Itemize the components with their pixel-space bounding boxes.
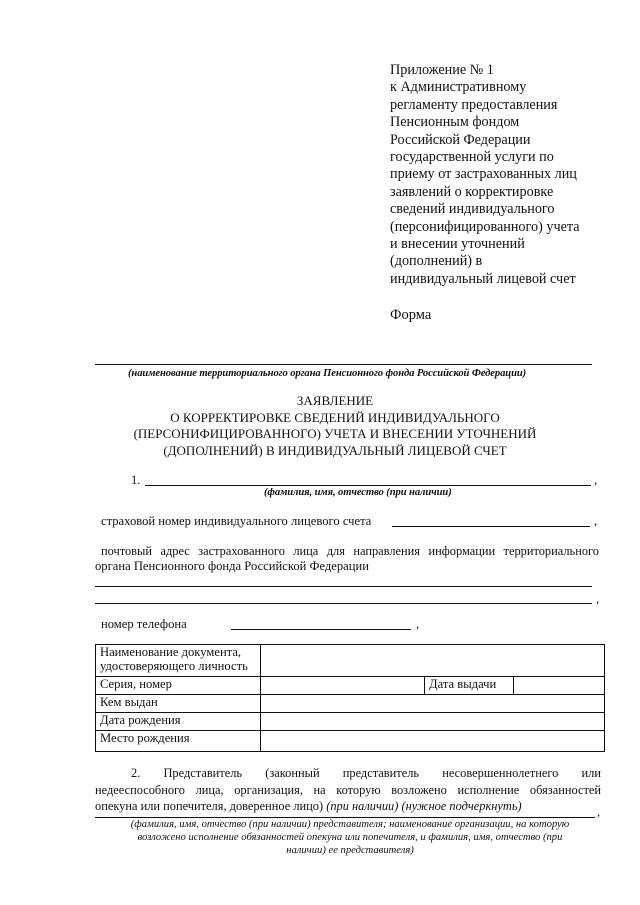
org-name-line[interactable] (95, 364, 592, 365)
full-name-caption: (фамилия, имя, отчество (при наличии) (264, 487, 452, 498)
address-label-line2: органа Пенсионного фонда Российской Федерации (95, 559, 369, 573)
address-field-line2[interactable] (95, 603, 592, 604)
section-2-line1: 2. Представитель (законный представитель несовершеннолетнего или (131, 766, 601, 780)
comma: , (594, 514, 598, 528)
appendix-line: и внесении уточнений (390, 236, 525, 253)
representative-caption-line: (фамилия, имя, отчество (при наличии) представителя; наименование организации, на которую (130, 819, 570, 830)
representative-caption-line: возложено исполнение обязанностей опекуна или попечителя, и фамилия, имя, отчество (при (137, 832, 563, 843)
birth-date-field[interactable] (261, 713, 605, 731)
address-field-line1[interactable] (95, 586, 592, 587)
title-line: (ПЕРСОНИФИЦИРОВАННОГО) УЧЕТА И ВНЕСЕНИИ УТОЧНЕНИЙ (133, 426, 537, 441)
org-name-caption: (наименование территориального органа Пенсионного фонда Российской Федерации) (128, 368, 527, 379)
address-label-line1: почтовый адрес застрахованного лица для направления информации территориального (101, 544, 599, 558)
issue-date-field[interactable] (514, 677, 605, 695)
appendix-line: приему от застрахованных лиц (390, 166, 577, 183)
table-row (96, 695, 605, 713)
representative-caption (95, 818, 605, 857)
table-row (96, 713, 605, 731)
id-document-table (95, 644, 605, 752)
doc-name-field[interactable] (261, 645, 605, 677)
section-2-line3-note: (при наличии) (нужное подчеркнуть) (326, 799, 522, 813)
table-row (96, 731, 605, 752)
comma: , (416, 617, 420, 631)
comma: , (594, 473, 598, 487)
birth-place-field[interactable] (261, 731, 605, 752)
phone-label: номер телефона (101, 617, 187, 631)
birth-place-label: Место рождения (96, 731, 261, 752)
issued-by-field[interactable] (261, 695, 605, 713)
doc-name-label-line: Наименование документа, (100, 645, 242, 659)
appendix-line: заявлений о корректировке (390, 183, 554, 200)
doc-name-label-line: удостоверяющего личность (100, 659, 248, 673)
appendix-line: Пенсионным фондом (390, 114, 520, 131)
section-2-line3-text: опекуна или попечителя, доверенное лицо) (95, 799, 327, 813)
series-number-field[interactable] (261, 677, 425, 695)
birth-date-label: Дата рождения (96, 713, 261, 731)
appendix-line: Российской Федерации (390, 131, 531, 148)
doc-name-label (96, 645, 261, 677)
phone-field[interactable] (231, 629, 411, 630)
appendix-line: индивидуальный лицевой счет (390, 270, 576, 287)
table-row (96, 677, 605, 695)
section-1-number: 1. (131, 473, 141, 487)
representative-caption-line: наличии) ее представителя) (286, 845, 414, 856)
series-number-label: Серия, номер (96, 677, 261, 695)
title-line: О КОРРЕКТИРОВКЕ СВЕДЕНИЙ ИНДИВИДУАЛЬНОГО (170, 409, 500, 425)
table-row (96, 645, 605, 677)
appendix-header (390, 62, 610, 288)
appendix-line: (персонифицированного) учета (390, 218, 580, 235)
section-2-line2: недееспособного лица, организация, на которую возложено исполнение обязанностей (95, 783, 601, 797)
section-2-line3 (95, 799, 522, 814)
comma: , (597, 805, 601, 819)
form-title (100, 393, 570, 459)
full-name-field[interactable] (145, 485, 591, 486)
appendix-line: Приложение № 1 (390, 62, 494, 78)
appendix-line: к Административному (390, 79, 527, 96)
comma: , (596, 592, 600, 606)
issued-by-label: Кем выдан (96, 695, 261, 713)
snils-label: страховой номер индивидуального лицевого счета (101, 514, 372, 528)
form-label: Форма (390, 307, 432, 323)
issue-date-label: Дата выдачи (425, 677, 514, 695)
appendix-line: (дополнений) в (390, 253, 483, 270)
appendix-line: регламенту предоставления (390, 96, 558, 113)
appendix-line: сведений индивидуального (390, 201, 555, 218)
title-line: ЗАЯВЛЕНИЕ (296, 393, 374, 408)
appendix-line: государственной услуги по (390, 149, 554, 166)
title-line: (ДОПОЛНЕНИЙ) В ИНДИВИДУАЛЬНЫЙ ЛИЦЕВОЙ СЧЕТ (163, 442, 507, 458)
snils-field[interactable] (392, 526, 590, 527)
